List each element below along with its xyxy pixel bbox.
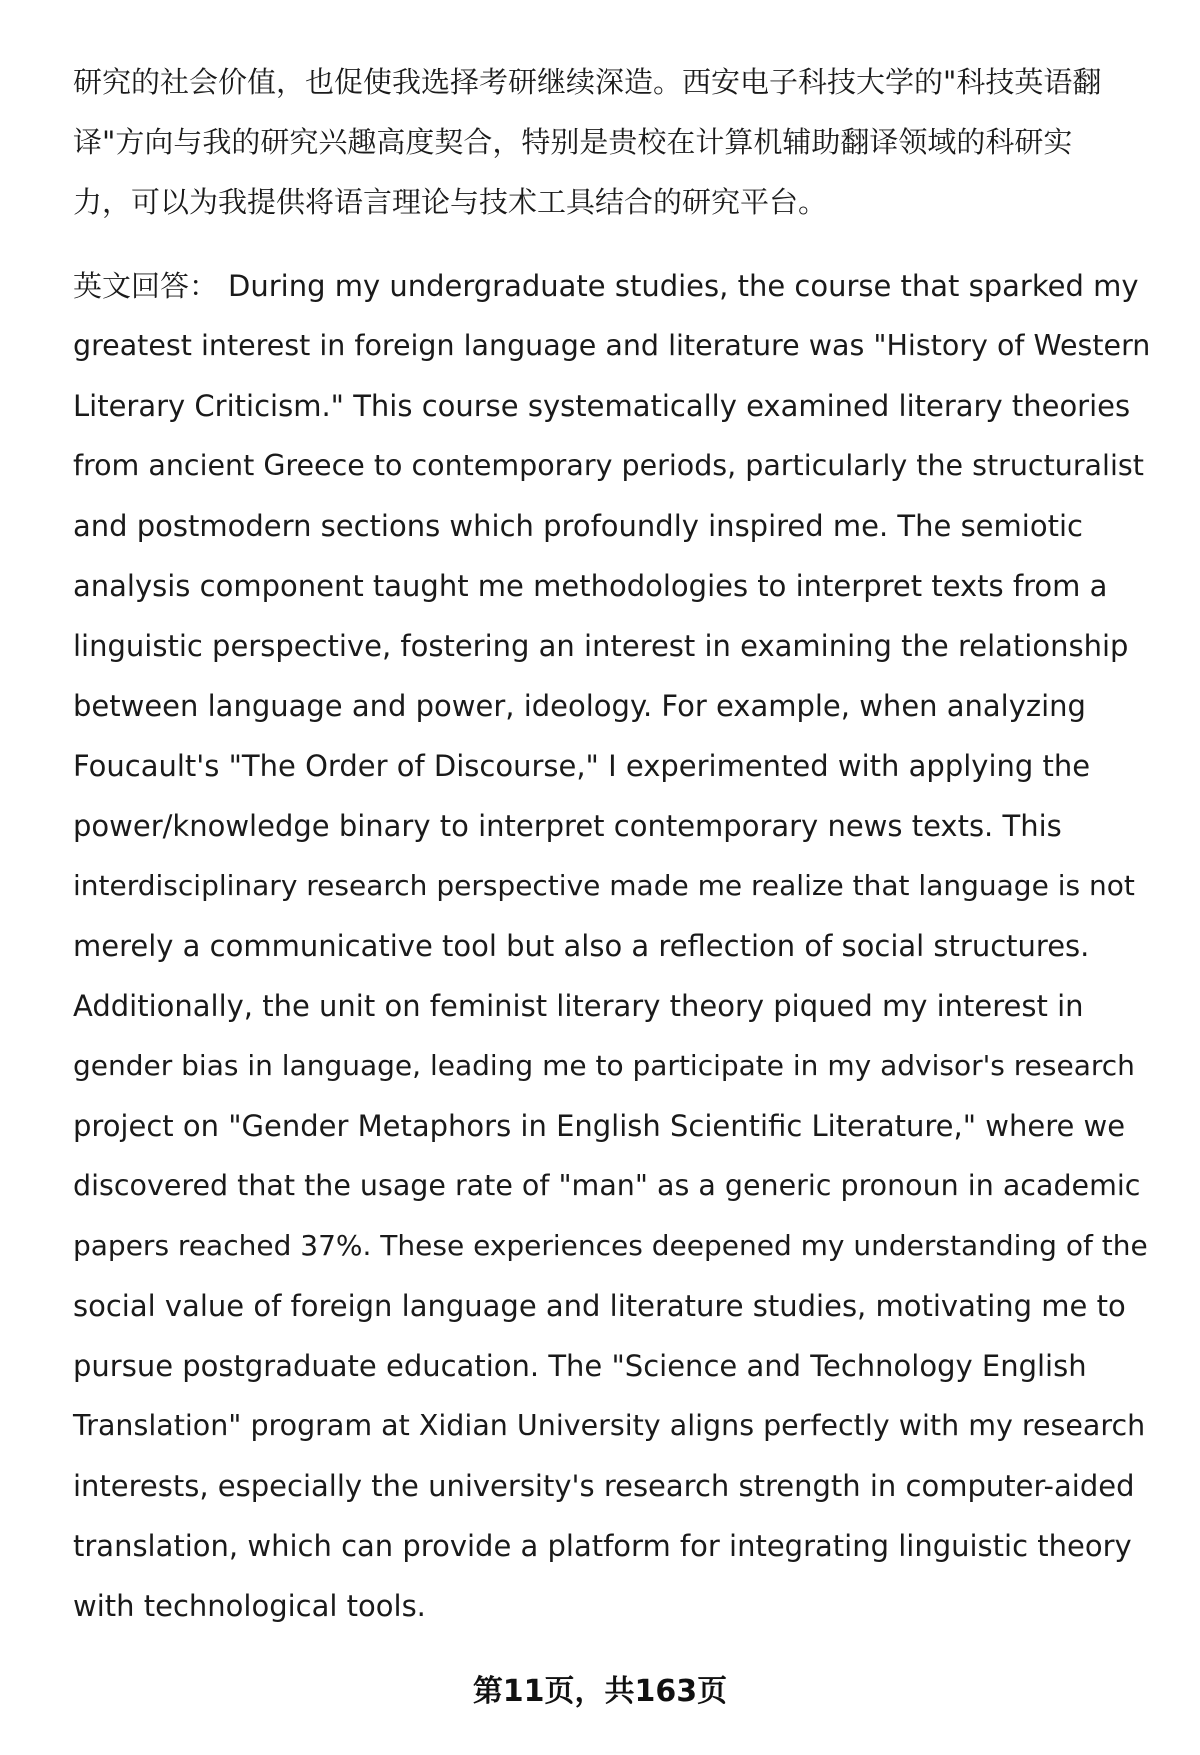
text-line: merely a communicative tool but also a reflection of social structures.: [73, 929, 1090, 963]
text-line: power/knowledge binary to interpret contemporary news texts. This: [73, 809, 1062, 843]
text-line-content: During my undergraduate studies, the course that sparked my: [228, 269, 1139, 303]
text-line: Translation" program at Xidian University aligns perfectly with my research: [73, 1409, 1146, 1442]
chinese-answer-paragraph: [73, 52, 1153, 232]
text-line: 译"方向与我的研究兴趣高度契合，特别是贵校在计算机辅助翻译领域的科研实: [73, 125, 1073, 159]
text-line: discovered that the usage rate of "man" as a generic pronoun in academic: [73, 1169, 1141, 1202]
text-line: with technological tools.: [73, 1589, 426, 1623]
english-answer-label: 英文回答：: [73, 269, 219, 303]
text-line: [73, 256, 1153, 316]
text-line: linguistic perspective, fostering an interest in examining the relationship: [73, 629, 1129, 663]
text-line: project on "Gender Metaphors in English Scientific Literature," where we: [73, 1109, 1126, 1143]
text-line: between language and power, ideology. For example, when analyzing: [73, 689, 1086, 723]
text-line: papers reached 37%. These experiences deepened my understanding of the: [73, 1229, 1148, 1262]
text-line: greatest interest in foreign language and literature was "History of Western: [73, 329, 1151, 362]
text-line: from ancient Greece to contemporary periods, particularly the structuralist: [73, 449, 1144, 482]
text-line: analysis component taught me methodologies to interpret texts from a: [73, 569, 1108, 603]
text-line: gender bias in language, leading me to participate in my advisor's research: [73, 1049, 1135, 1082]
document-body: [73, 52, 1153, 1636]
text-line: Additionally, the unit on feminist literary theory piqued my interest in: [73, 989, 1084, 1023]
text-line: translation, which can provide a platform for integrating linguistic theory: [73, 1529, 1132, 1563]
page-number-footer: 第11页，共163页: [472, 1674, 728, 1709]
text-line: 研究的社会价值，也促使我选择考研继续深造。西安电子科技大学的"科技英语翻: [73, 65, 1102, 99]
text-line: social value of foreign language and literature studies, motivating me to: [73, 1289, 1126, 1323]
text-line: and postmodern sections which profoundly inspired me. The semiotic: [73, 509, 1083, 543]
text-line: Foucault's "The Order of Discourse," I experimented with applying the: [73, 749, 1091, 783]
text-line: pursue postgraduate education. The "Science and Technology English: [73, 1349, 1087, 1383]
text-line: interests, especially the university's research strength in computer-aided: [73, 1469, 1135, 1503]
text-line: interdisciplinary research perspective made me realize that language is not: [73, 869, 1135, 902]
english-answer-paragraph: [73, 256, 1153, 1636]
text-line: Literary Criticism." This course systematically examined literary theories: [73, 389, 1131, 423]
text-line: 力，可以为我提供将语言理论与技术工具结合的研究平台。: [73, 185, 828, 219]
